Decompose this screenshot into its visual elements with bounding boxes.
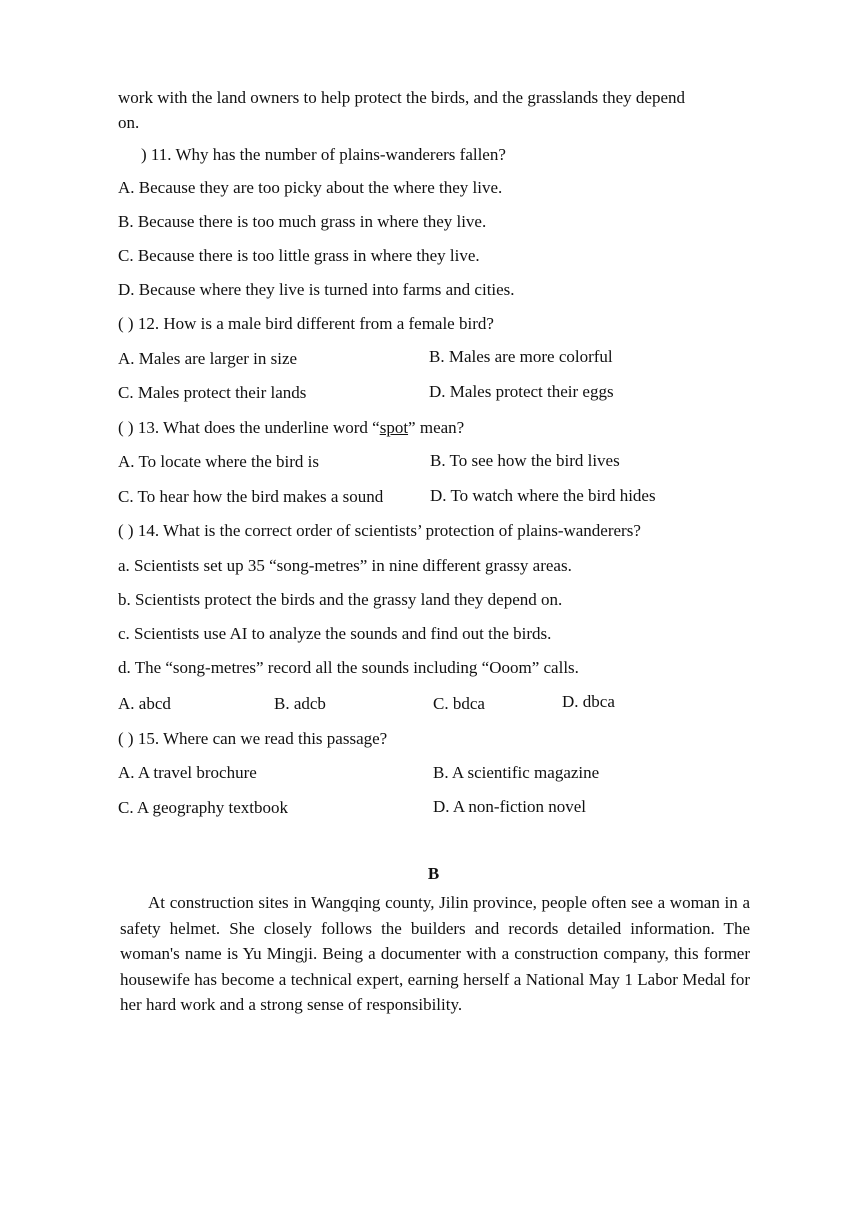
question-13-option-a: A. To locate where the bird is bbox=[118, 452, 320, 471]
question-12-option-b: B. Males are more colorful bbox=[429, 347, 613, 366]
intro-line-2: on. bbox=[118, 113, 140, 132]
question-13-stem-pre: ( ) 13. What does the underline word “ bbox=[118, 418, 380, 437]
question-14-option-b: B. adcb bbox=[274, 694, 326, 713]
question-13-underlined-word: spot bbox=[379, 418, 409, 437]
section-b-paragraph: At construction sites in Wangqing county, Jilin province, people often see a woman in a safety helmet. She closely follows the builders and records detailed information. The woman's name is Yu Mingji. Being a documenter with a construction company, this former housewife has become a technical expert, earning herself a National May 1 Labor Medal for her hard work and a strong sense of responsibility. bbox=[120, 893, 750, 1014]
question-11-option-c: C. Because there is too little grass in where they live. bbox=[118, 246, 480, 265]
question-14-step-b: b. Scientists protect the birds and the grassy land they depend on. bbox=[118, 590, 563, 609]
question-14-step-d: d. The “song-metres” record all the sounds including “Ooom” calls. bbox=[118, 658, 579, 677]
question-14-option-d: D. dbca bbox=[562, 692, 615, 711]
question-12-option-d: D. Males protect their eggs bbox=[429, 382, 614, 401]
question-11-option-d: D. Because where they live is turned into farms and cities. bbox=[118, 280, 515, 299]
question-15-stem: ( ) 15. Where can we read this passage? bbox=[118, 729, 388, 748]
question-13-stem bbox=[118, 418, 464, 438]
question-11-option-b: B. Because there is too much grass in where they live. bbox=[118, 212, 487, 231]
question-13-option-d: D. To watch where the bird hides bbox=[430, 486, 656, 505]
section-b-title: B bbox=[427, 864, 440, 883]
question-15-option-b: B. A scientific magazine bbox=[433, 763, 600, 782]
question-12-stem: ( ) 12. How is a male bird different from a female bird? bbox=[118, 314, 494, 333]
question-13-option-b: B. To see how the bird lives bbox=[430, 451, 620, 470]
question-13-option-c: C. To hear how the bird makes a sound bbox=[118, 487, 384, 506]
question-14-option-c: C. bdca bbox=[433, 694, 485, 713]
intro-line-1: work with the land owners to help protect the birds, and the grasslands they depend bbox=[118, 88, 686, 107]
question-11-stem: ) 11. Why has the number of plains-wanderers fallen? bbox=[141, 145, 506, 164]
question-14-step-c: c. Scientists use AI to analyze the sounds and find out the birds. bbox=[118, 624, 552, 643]
question-15-option-d: D. A non-fiction novel bbox=[433, 797, 586, 816]
question-11-option-a: A. Because they are too picky about the where they live. bbox=[118, 178, 503, 197]
question-14-stem: ( ) 14. What is the correct order of scientists’ protection of plains-wanderers? bbox=[118, 521, 641, 540]
question-14-option-a: A. abcd bbox=[118, 694, 171, 713]
question-14-step-a: a. Scientists set up 35 “song-metres” in nine different grassy areas. bbox=[118, 556, 572, 575]
question-15-option-c: C. A geography textbook bbox=[118, 798, 288, 817]
question-12-option-a: A. Males are larger in size bbox=[118, 349, 298, 368]
question-15-option-a: A. A travel brochure bbox=[118, 763, 257, 782]
question-13-stem-post: ” mean? bbox=[408, 418, 465, 437]
question-12-option-c: C. Males protect their lands bbox=[118, 383, 307, 402]
